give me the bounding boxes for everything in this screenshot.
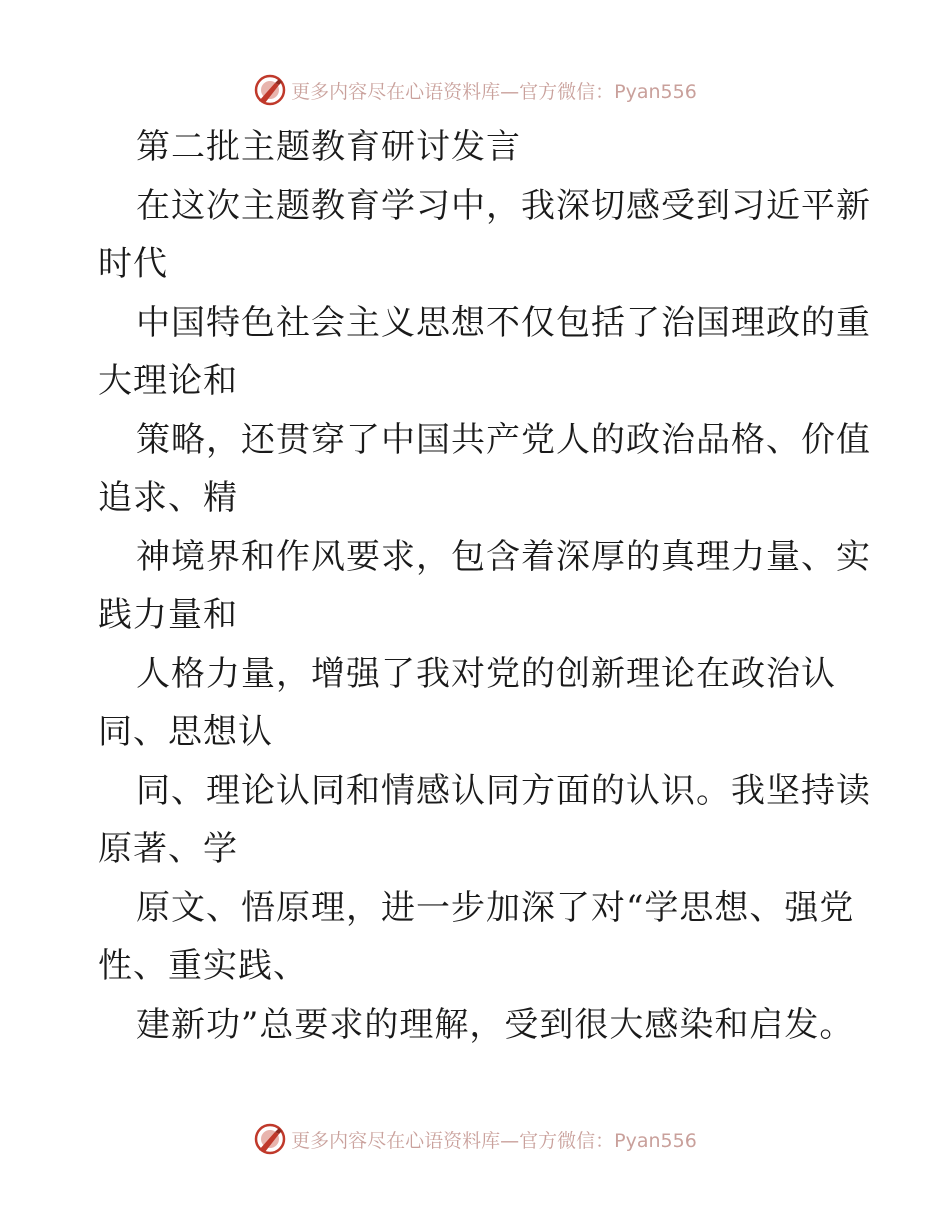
pen-seal-icon	[253, 1122, 287, 1156]
text-line: 同、思想认	[98, 712, 273, 752]
text-line: 中国特色社会主义思想不仅包括了治国理政的重	[136, 302, 871, 343]
text-line: 人格力量，增强了我对党的创新理论在政治认	[136, 653, 836, 694]
text-line: 同、理论认同和情感认同方面的认识。我坚持读	[136, 770, 871, 811]
text-line: 大理论和	[98, 361, 238, 401]
watermark-footer	[0, 1119, 950, 1159]
text-line: 践力量和	[98, 595, 238, 635]
text-line: 性、重实践、	[98, 946, 308, 986]
text-line: 第二批主题教育研讨发言	[136, 127, 521, 167]
text-line: 策略，还贯穿了中国共产党人的政治品格、价值	[136, 419, 871, 460]
text-line: 在这次主题教育学习中，我深切感受到习近平新	[136, 185, 871, 226]
watermark-header	[0, 70, 950, 110]
text-line: 时代	[98, 244, 168, 284]
text-line: 神境界和作风要求，包含着深厚的真理力量、实	[136, 536, 871, 577]
pen-seal-icon	[253, 73, 287, 107]
text-line: 追求、精	[98, 478, 238, 518]
document-body	[98, 118, 871, 1054]
watermark-text: 更多内容尽在心语资料库—官方微信：Pyan556	[291, 80, 697, 103]
text-line: 原文、悟原理，进一步加深了对“学思想、强党	[136, 887, 855, 928]
watermark-text: 更多内容尽在心语资料库—官方微信：Pyan556	[291, 1129, 697, 1152]
text-line: 建新功”总要求的理解，受到很大感染和启发。	[136, 1004, 855, 1045]
text-line: 原著、学	[98, 829, 238, 869]
